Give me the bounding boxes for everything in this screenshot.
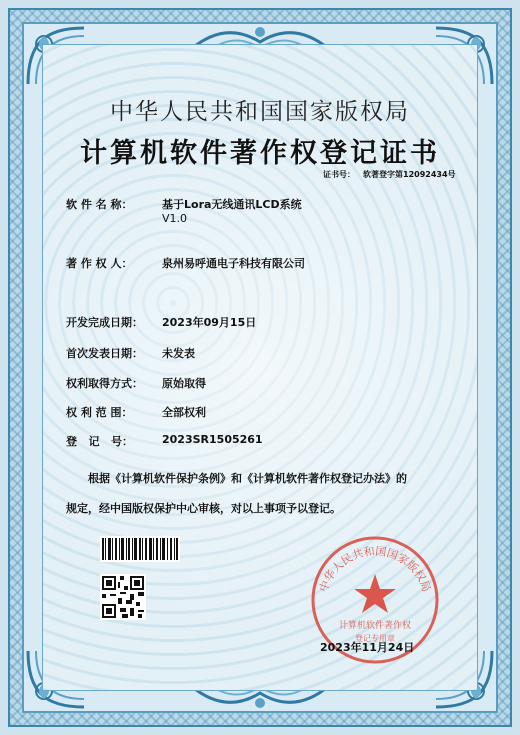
field-value: 基于Lora无线通讯LCD系统	[162, 198, 302, 211]
barcode-icon	[100, 536, 180, 562]
certificate-number	[323, 169, 464, 180]
field-label: 权 利 范 围：	[66, 406, 133, 419]
field-first-publish-date	[66, 345, 195, 361]
seal-star-icon	[354, 574, 396, 613]
field-rights-scope	[66, 404, 206, 420]
certificate-number-value: 软著登字第12092434号	[363, 170, 456, 179]
field-value: 原始取得	[162, 377, 206, 390]
seal-inner-line-1: 计算机软件著作权	[338, 621, 412, 631]
issue-date: 2023年11月24日	[320, 641, 415, 654]
statement-line-2: 规定，经中国版权保护中心审核，对以上事项予以登记。	[66, 502, 341, 515]
field-value-version: V1.0	[162, 212, 188, 225]
field-label: 首次发表日期：	[66, 347, 143, 360]
statement-line-1: 根据《计算机软件保护条例》和《计算机软件著作权登记办法》的	[88, 472, 407, 485]
field-value: 泉州易呼通电子科技有限公司	[162, 257, 305, 270]
field-value: 2023SR1505261	[162, 433, 263, 446]
certificate-title: 计算机软件著作权登记证书	[80, 138, 440, 169]
field-label: 开发完成日期：	[66, 316, 143, 329]
field-label: 软 件 名 称：	[66, 198, 133, 211]
field-label: 著 作 权 人：	[66, 257, 133, 270]
field-software-name	[66, 196, 302, 225]
certificate-number-label: 证书号：	[323, 170, 355, 179]
issuer-title: 中华人民共和国国家版权局	[110, 99, 410, 125]
field-value: 全部权利	[162, 406, 206, 419]
field-copyright-owner	[66, 255, 305, 271]
field-acquisition-method	[66, 375, 206, 391]
field-completion-date	[66, 314, 256, 330]
field-value: 2023年09月15日	[162, 316, 257, 329]
qr-code-icon	[100, 574, 146, 620]
field-value: 未发表	[162, 347, 195, 360]
field-label: 权利取得方式：	[66, 377, 143, 390]
seal-text: 中华人民共和国国家版权局	[316, 544, 434, 594]
seal-inner-line-2: 登记专用章	[355, 634, 395, 643]
field-label: 登 记 号：	[66, 435, 133, 448]
field-registration-number	[66, 433, 263, 449]
